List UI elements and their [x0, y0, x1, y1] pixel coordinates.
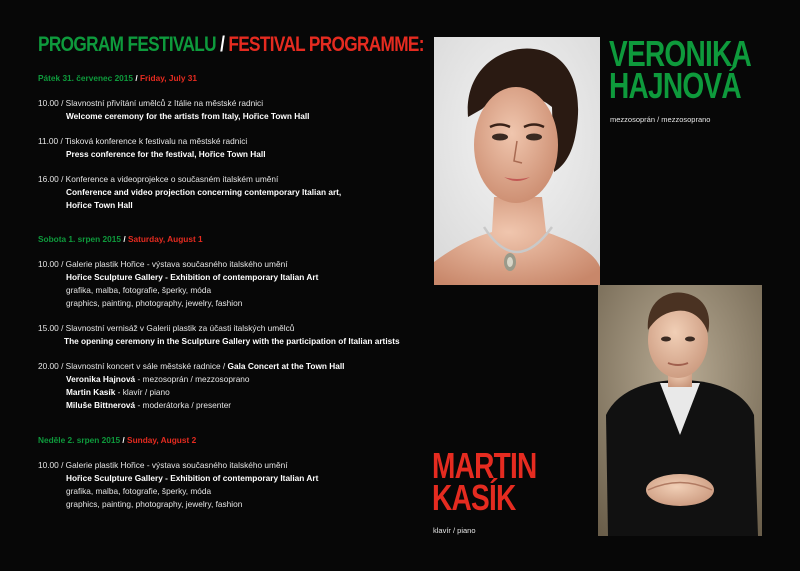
day-friday — [38, 72, 428, 212]
event-english: Hořice Sculpture Gallery - Exhibition of contemporary Italian Art — [66, 272, 319, 282]
programme-list — [38, 72, 428, 511]
day-heading — [38, 434, 428, 447]
day-heading — [38, 233, 428, 246]
event-english: Hořice Town Hall — [66, 200, 133, 210]
event-english: Press conference for the festival, Hořice Town Hall — [66, 149, 266, 159]
performer-line — [38, 399, 428, 412]
day-heading-separator: / — [120, 435, 128, 445]
event-time-czech — [38, 360, 428, 373]
event-time-czech: 10.00 / Galerie plastik Hořice - výstava současného italského umění — [38, 460, 288, 470]
performer-name: Miluše Bittnerová — [66, 400, 136, 410]
event-item — [38, 97, 428, 123]
performer-name: Martin Kasík — [66, 387, 116, 397]
day-sunday — [38, 434, 428, 511]
event-head-text: 20.00 / Slavnostní koncert v sále městské radnice / — [38, 361, 228, 371]
day-heading-czech: Pátek 31. červenec 2015 — [38, 73, 134, 83]
event-item — [38, 322, 428, 348]
performer-line — [38, 386, 428, 399]
title-english: FESTIVAL PROGRAMME: — [228, 33, 424, 56]
artist-first-name: MARTIN — [432, 445, 537, 486]
page-title — [38, 33, 424, 57]
title-separator: / — [215, 33, 229, 56]
day-heading-english: Saturday, August 1 — [127, 234, 203, 244]
performer-line — [38, 373, 428, 386]
event-english: The opening ceremony in the Sculpture Gallery with the participation of Italian artists — [64, 336, 400, 346]
artist-first-name: VERONIKA — [609, 33, 751, 74]
day-heading-english: Friday, July 31 — [139, 73, 197, 83]
performer-role: - mezosoprán / mezzosoprano — [135, 374, 250, 384]
artist-name-veronika — [609, 33, 751, 106]
event-detail: graphics, painting, photography, jewelry, fashion — [66, 298, 243, 308]
event-detail: grafika, malba, fotografie, šperky, móda — [66, 285, 212, 295]
artist-role-veronika: mezzosoprán / mezzosoprano — [610, 115, 711, 124]
event-time-czech: 11.00 / Tisková konference k festivalu na městské radnici — [38, 136, 248, 146]
artist-name-martin — [432, 445, 537, 518]
event-item — [38, 360, 428, 412]
portrait-man-image — [598, 285, 762, 536]
day-heading-czech: Sobota 1. srpen 2015 — [38, 234, 122, 244]
event-item — [38, 135, 428, 161]
artist-role-martin: klavír / piano — [433, 526, 476, 535]
event-english: Welcome ceremony for the artists from Italy, Hořice Town Hall — [66, 111, 310, 121]
artist-photo-martin — [598, 285, 762, 536]
performer-role: - moderátorka / presenter — [135, 400, 232, 410]
event-english: Conference and video projection concerning contemporary Italian art, — [66, 187, 342, 197]
event-head-english: Gala Concert at the Town Hall — [227, 361, 345, 371]
event-time-czech: 15.00 / Slavnostní vernisáž v Galerii plastik za účasti italských umělců — [38, 323, 295, 333]
event-detail: graphics, painting, photography, jewelry, fashion — [66, 499, 243, 509]
performer-name: Veronika Hajnová — [66, 374, 136, 384]
day-heading-english: Sunday, August 2 — [127, 435, 197, 445]
day-heading-czech: Neděle 2. srpen 2015 — [38, 435, 121, 445]
event-item — [38, 459, 428, 511]
title-czech: PROGRAM FESTIVALU — [38, 33, 216, 56]
event-time-czech: 10.00 / Slavnostní přivítání umělců z Itálie na městské radnici — [38, 98, 264, 108]
artist-photo-veronika — [434, 37, 600, 285]
day-heading-separator: / — [121, 234, 128, 244]
event-english: Hořice Sculpture Gallery - Exhibition of contemporary Italian Art — [66, 473, 319, 483]
event-detail: grafika, malba, fotografie, šperky, móda — [66, 486, 212, 496]
event-item — [38, 258, 428, 310]
day-heading-separator: / — [133, 73, 140, 83]
event-time-czech: 16.00 / Konference a videoprojekce o současném italském umění — [38, 174, 279, 184]
artist-last-name: KASÍK — [432, 477, 516, 518]
day-saturday — [38, 233, 428, 412]
portrait-woman-image — [434, 37, 600, 285]
event-time-czech: 10.00 / Galerie plastik Hořice - výstava současného italského umění — [38, 259, 288, 269]
artist-last-name: HAJNOVÁ — [609, 65, 741, 106]
performer-role: - klavír / piano — [115, 387, 170, 397]
day-heading — [38, 72, 428, 85]
event-item — [38, 173, 428, 212]
